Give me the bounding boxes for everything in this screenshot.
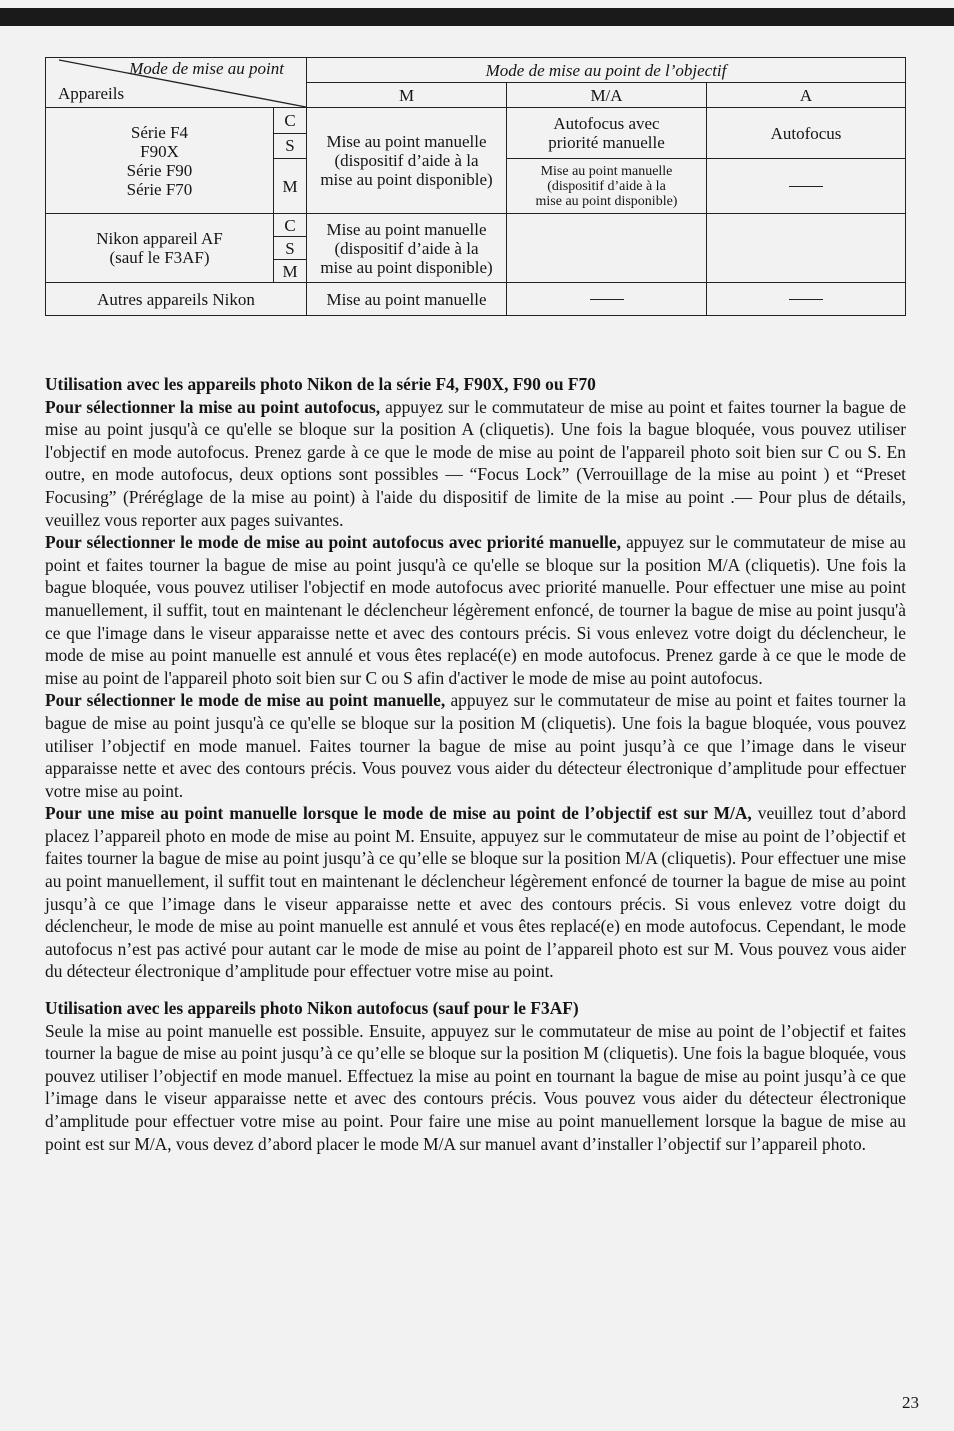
camera-mode-c: C	[274, 214, 307, 237]
cell-line: mise au point disponible)	[320, 170, 493, 189]
paragraph-lead: Pour sélectionner le mode de mise au point autofocus avec priorité manuelle,	[45, 532, 621, 553]
focus-mode-label: Mode de mise au point	[129, 59, 284, 78]
paragraph-manual	[45, 689, 906, 802]
page-number: 23	[902, 1393, 919, 1412]
cell-line: (dispositif d’aide à la	[334, 238, 479, 258]
camera-name: Nikon appareil AF	[96, 229, 223, 248]
manual-focus-cell: Mise au point manuelle	[307, 283, 507, 316]
cell-line: priorité manuelle	[548, 133, 665, 152]
col-header-ma: M/A	[507, 83, 707, 108]
cell-line: Autofocus avec	[553, 114, 660, 133]
cell-line: Mise au point manuelle	[540, 163, 673, 179]
body-text	[45, 373, 906, 1155]
header-diagonal-cell	[46, 58, 307, 108]
cell-line: (dispositif d’aide à la	[334, 151, 479, 170]
camera-mode-m: M	[274, 260, 307, 283]
dash-mark	[789, 299, 823, 300]
cell-line: Mise au point manuelle	[326, 132, 487, 151]
manual-focus-small-cell	[507, 159, 707, 214]
focus-mode-table	[45, 57, 906, 316]
col-header-a: A	[707, 83, 906, 108]
paragraph-manual-priority	[45, 531, 906, 689]
manual-focus-cell	[307, 108, 507, 214]
camera-name: (sauf le F3AF)	[109, 248, 210, 267]
paragraph-body: appuyez sur le commutateur de mise au point et faites tourner la bague de mise au point jusqu'à ce qu'elle se bloque sur la position M/A (cliquetis). Une fois la bague bloquée, vous pouvez utiliser l'objectif en mode autofocus avec priorité manuelle. Pour effectuer une mise au point manuellement, il suffit, tout en maintenant le déclencheur légèrement enfoncé, de tourner la bague de mise au point jusqu'à ce que l'image dans le viseur apparaisse nette et avec des contours précis. Si vous enlevez votre doigt du déclencheur, le mode de mise au point manuelle est annulé et vous êtes replacé(e) en mode autofocus. Prenez garde à ce que le mode de mise au point de l'appareil photo soit bien sur C ou S afin d'activer le mode de mise au point autofocus.	[45, 532, 906, 688]
paragraph-body: veuillez tout d’abord placez l’appareil photo en mode de mise au point M. Ensuite, appuyez sur le commutateur de mise au point de l’objectif et faites tourner la bague de mise au point jusqu’à ce qu’elle se bloque sur la position M/A (cliquetis). Pour effectuer une mise au point manuellement, il suffit tout en maintenant le déclencheur légèrement enfoncé de tourner la bague de mise au point jusqu’à ce que l’image dans le viseur apparaisse nette et avec des contours précis. Si vous enlevez votre doigt du déclencheur, le mode de mise au point manuelle est annulé et vous êtes replacé(e) en mode autofocus. Cependant, le mode autofocus n’est pas activé pour autant car le mode de mise au point de l’appareil photo est sur M. Vous pouvez vous aider du détecteur électronique d’amplitude pour effectuer votre mise au point.	[45, 803, 906, 982]
cell-line: mise au point disponible)	[320, 257, 493, 277]
not-applicable-cell	[507, 283, 707, 316]
camera-name: F90X	[140, 141, 179, 161]
paragraph-lead: Pour sélectionner le mode de mise au point manuelle,	[45, 690, 446, 711]
paragraph-body: appuyez sur le commutateur de mise au point et faites tourner la bague de mise au point jusqu'à ce qu'elle se bloque sur la position A (cliquetis). Une fois la bague bloquée, vous pouvez utiliser l'objectif en mode autofocus. Prenez garde à ce que le mode de mise au point de l'appareil photo soit bien sur C ou S. En outre, en mode autofocus, deux options sont possibles — “Focus Lock” (Verrouillage de la mise au point ) et “Preset Focusing” (Préréglage de la mise au point) à l'aide du dispositif de limite de la mise au point .— Pour plus de détails, veuillez vous reporter aux pages suivantes.	[45, 396, 907, 530]
dash-mark	[789, 186, 823, 187]
camera-mode-s: S	[274, 237, 307, 260]
camera-mode-c: C	[274, 108, 307, 134]
section-heading-f4-f90: Utilisation avec les appareils photo Nikon de la série F4, F90X, F90 ou F70	[45, 374, 596, 394]
not-applicable-cell	[707, 159, 906, 214]
empty-cell	[707, 214, 906, 283]
camera-name: Série F70	[126, 179, 193, 199]
paragraph-autofocus	[45, 396, 906, 532]
dash-mark	[590, 299, 624, 300]
paragraph-body: appuyez sur le commutateur de mise au point et faites tourner la bague de mise au point jusqu'à ce qu'elle se bloque sur la position M (cliquetis). Une fois la bague bloquée, vous pouvez utiliser l’objectif en mode manuel. Faites tourner la bague de mise au point jusqu’à ce que l’image dans le viseur apparaisse nette et avec des contours précis. Vous pouvez vous aider du détecteur électronique d’amplitude pour effectuer votre mise au point.	[45, 690, 906, 801]
paragraph-lead: Pour une mise au point manuelle lorsque le mode de mise au point de l’objectif est sur M/A,	[45, 803, 752, 824]
cell-line: mise au point disponible)	[535, 193, 678, 209]
camera-group-nikon-af	[46, 214, 274, 283]
camera-group-other-nikon: Autres appareils Nikon	[46, 283, 307, 316]
camera-group-f4-f90-f70	[46, 108, 274, 214]
camera-mode-s: S	[274, 133, 307, 159]
cell-line: Mise au point manuelle	[326, 219, 487, 239]
autofocus-manual-priority-cell	[507, 108, 707, 159]
camera-name: Série F4	[130, 122, 189, 142]
cameras-label: Appareils	[58, 84, 125, 103]
manual-focus-cell	[307, 214, 507, 283]
camera-name: Série F90	[126, 160, 193, 180]
empty-cell	[507, 214, 707, 283]
autofocus-cell: Autofocus	[707, 108, 906, 159]
col-header-m: M	[307, 83, 507, 108]
paragraph-ma-manual	[45, 802, 906, 983]
paragraph-nikon-af: Seule la mise au point manuelle est possible. Ensuite, appuyez sur le commutateur de mise au point de l’objectif et faites tourner la bague de mise au point jusqu’à ce qu’elle se bloque sur la position M (cliquetis). Une fois la bague bloquée, vous pouvez utiliser l’objectif en mode manuel. Effectuez la mise au point en tournant la bague de mise au point jusqu’à ce que l’image dans le viseur apparaisse nette et avec des contours précis. Vous pouvez vous aider du détecteur électronique d’amplitude pour effectuer votre mise au point. Pour faire une mise au point manuellement lorsque la bague de mise au point est sur M/A, vous devez d’abord placer le mode M/A sur manuel avant d’installer l’objectif sur l’appareil photo.	[45, 1020, 906, 1154]
section-heading-nikon-af: Utilisation avec les appareils photo Nikon autofocus (sauf pour le F3AF)	[45, 998, 579, 1019]
not-applicable-cell	[707, 283, 906, 316]
cell-line: (dispositif d’aide à la	[547, 178, 666, 194]
camera-mode-m: M	[274, 159, 307, 214]
paragraph-lead: Pour sélectionner la mise au point autofocus,	[45, 396, 381, 417]
top-border-bar	[0, 8, 954, 26]
lens-mode-header: Mode de mise au point de l’objectif	[307, 58, 906, 83]
